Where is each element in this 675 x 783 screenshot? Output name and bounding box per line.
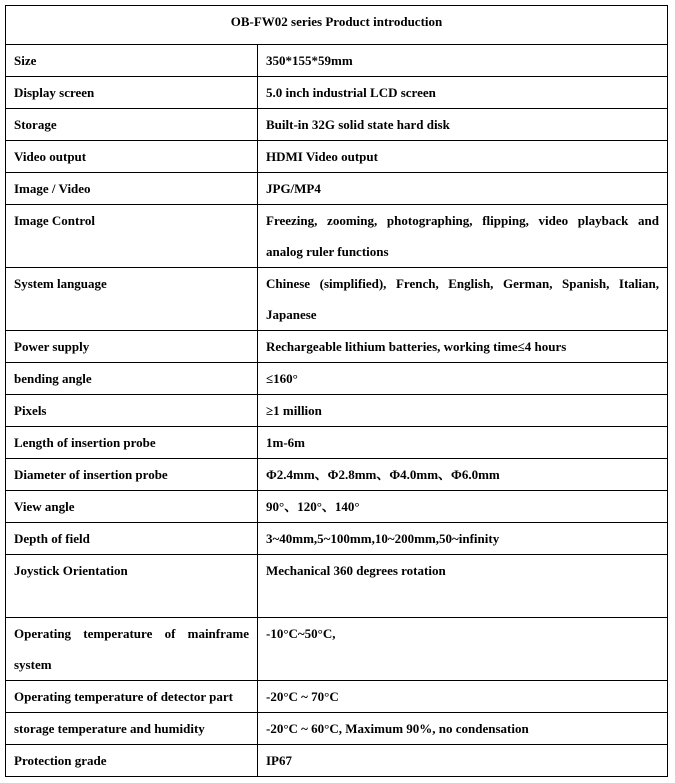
spec-value: 90°、120°、140° — [258, 491, 668, 523]
spec-label: Power supply — [6, 331, 258, 363]
table-row — [6, 45, 668, 77]
spec-label: Length of insertion probe — [6, 427, 258, 459]
spec-value: Φ2.4mm、Φ2.8mm、Φ4.0mm、Φ6.0mm — [258, 459, 668, 491]
table-row — [6, 173, 668, 205]
spec-value: Freezing, zooming, photographing, flipping, video playback and analog ruler functions — [258, 205, 668, 268]
spec-value: Chinese (simplified), French, English, German, Spanish, Italian, Japanese — [258, 268, 668, 331]
spec-value: Built-in 32G solid state hard disk — [258, 109, 668, 141]
spec-label: Depth of field — [6, 523, 258, 555]
table-row — [6, 109, 668, 141]
table-title: OB-FW02 series Product introduction — [6, 6, 668, 45]
table-row — [6, 618, 668, 681]
spec-label: Diameter of insertion probe — [6, 459, 258, 491]
spec-value: -10°C~50°C, — [258, 618, 668, 681]
spec-value: 3~40mm,5~100mm,10~200mm,50~infinity — [258, 523, 668, 555]
spec-value: 1m-6m — [258, 427, 668, 459]
table-row — [6, 713, 668, 745]
spec-value: JPG/MP4 — [258, 173, 668, 205]
spec-value: -20°C ~ 70°C — [258, 681, 668, 713]
title-row — [6, 6, 668, 45]
spec-label: Operating temperature of mainframe system — [6, 618, 258, 681]
spec-label: Pixels — [6, 395, 258, 427]
table-row — [6, 555, 668, 618]
table-row — [6, 205, 668, 268]
product-spec-table — [5, 5, 668, 777]
spec-label: Video output — [6, 141, 258, 173]
table-row — [6, 459, 668, 491]
spec-label: Storage — [6, 109, 258, 141]
spec-label: Operating temperature of detector part — [6, 681, 258, 713]
table-row — [6, 77, 668, 109]
spec-label: storage temperature and humidity — [6, 713, 258, 745]
table-row — [6, 331, 668, 363]
spec-label: System language — [6, 268, 258, 331]
spec-label: Image / Video — [6, 173, 258, 205]
spec-value: Rechargeable lithium batteries, working time≤4 hours — [258, 331, 668, 363]
spec-label: Size — [6, 45, 258, 77]
spec-value: -20°C ~ 60°C, Maximum 90%, no condensation — [258, 713, 668, 745]
spec-value: 5.0 inch industrial LCD screen — [258, 77, 668, 109]
table-row — [6, 681, 668, 713]
table-row — [6, 363, 668, 395]
spec-label: Protection grade — [6, 745, 258, 777]
table-row — [6, 427, 668, 459]
spec-label: View angle — [6, 491, 258, 523]
table-row — [6, 745, 668, 777]
table-row — [6, 395, 668, 427]
spec-value: ≥1 million — [258, 395, 668, 427]
spec-label: Image Control — [6, 205, 258, 268]
spec-value: ≤160° — [258, 363, 668, 395]
spec-value: 350*155*59mm — [258, 45, 668, 77]
table-row — [6, 523, 668, 555]
spec-label: Display screen — [6, 77, 258, 109]
table-row — [6, 491, 668, 523]
spec-label: bending angle — [6, 363, 258, 395]
table-row — [6, 141, 668, 173]
table-row — [6, 268, 668, 331]
spec-value: IP67 — [258, 745, 668, 777]
spec-label: Joystick Orientation — [6, 555, 258, 618]
spec-value: Mechanical 360 degrees rotation — [258, 555, 668, 618]
spec-value: HDMI Video output — [258, 141, 668, 173]
